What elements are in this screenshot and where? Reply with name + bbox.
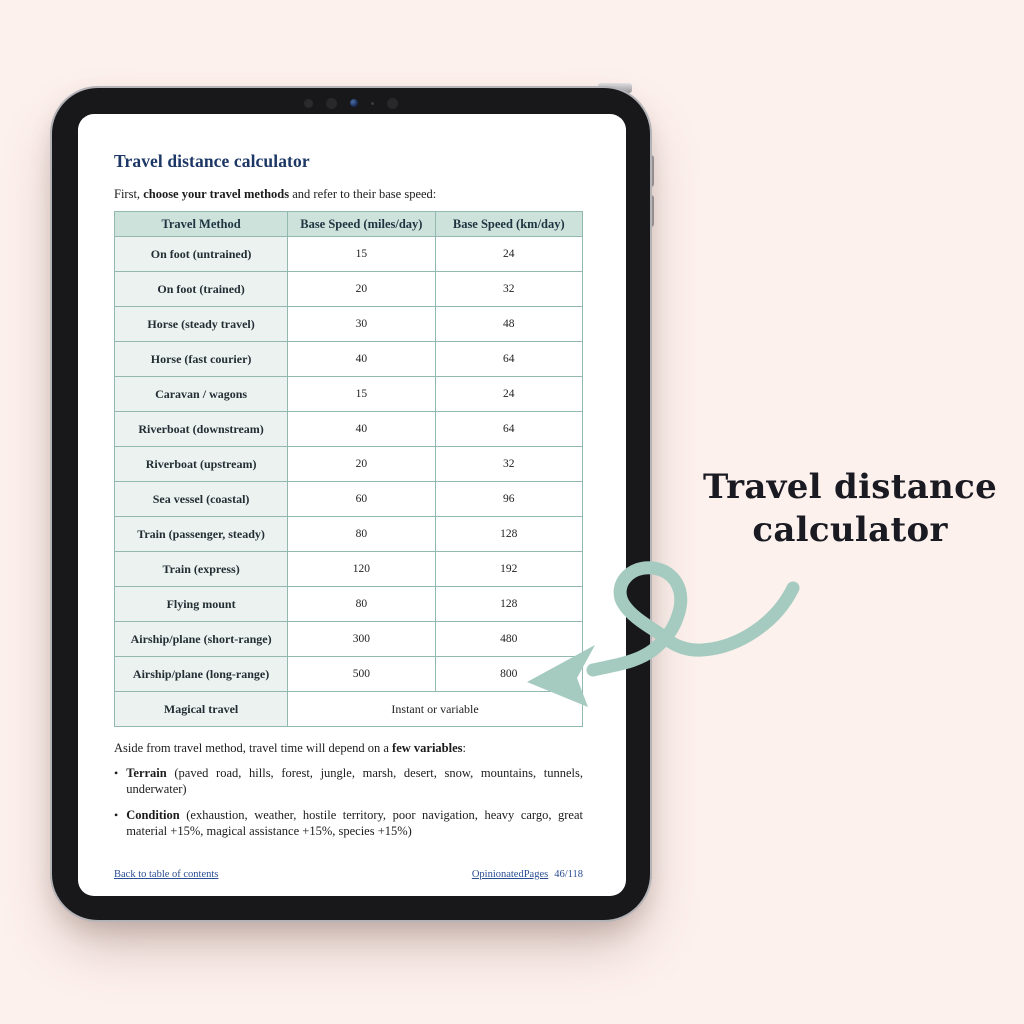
document-page <box>78 114 626 896</box>
method-cell: On foot (untrained) <box>115 237 288 272</box>
camera-sensor-icon <box>371 102 374 105</box>
table-row <box>115 272 583 307</box>
column-header-km: Base Speed (km/day) <box>435 212 582 237</box>
table-header-row <box>115 212 583 237</box>
page-title: Travel distance calculator <box>114 151 310 171</box>
km-cell: 192 <box>435 552 582 587</box>
km-cell: 48 <box>435 307 582 342</box>
km-cell: 24 <box>435 377 582 412</box>
brand-link[interactable]: OpinionatedPages <box>471 869 549 880</box>
variables-lead-text: Aside from travel method, travel time will depend on a few variables: <box>114 741 467 755</box>
intro-text: First, choose your travel methods and refer to their base speed: <box>114 187 437 201</box>
table-row <box>115 307 583 342</box>
method-cell: Airship/plane (long-range) <box>115 657 288 692</box>
table-row <box>115 517 583 552</box>
page-number: 46/118 <box>554 869 583 880</box>
miles-cell: 500 <box>288 657 435 692</box>
miles-cell: 80 <box>288 517 435 552</box>
method-cell: Riverboat (downstream) <box>115 412 288 447</box>
bullet-icon: • <box>114 766 119 780</box>
table-row <box>115 657 583 692</box>
front-camera-icon <box>304 97 398 109</box>
method-cell: Horse (fast courier) <box>115 342 288 377</box>
camera-dot-icon <box>304 99 313 108</box>
method-cell: Train (express) <box>115 552 288 587</box>
miles-cell: 40 <box>288 412 435 447</box>
table-row <box>115 342 583 377</box>
table-row <box>115 447 583 482</box>
miles-cell: 120 <box>288 552 435 587</box>
km-cell: 800 <box>435 657 582 692</box>
camera-dot-icon <box>387 98 398 109</box>
miles-cell: 15 <box>288 377 435 412</box>
method-cell: On foot (trained) <box>115 272 288 307</box>
camera-dot-icon <box>326 98 337 109</box>
miles-cell: 80 <box>288 587 435 622</box>
km-cell: 32 <box>435 447 582 482</box>
method-cell: Caravan / wagons <box>115 377 288 412</box>
camera-lens-icon <box>350 99 358 107</box>
tablet-device <box>52 88 650 920</box>
km-cell: 32 <box>435 272 582 307</box>
table-row <box>115 482 583 517</box>
miles-cell: 300 <box>288 622 435 657</box>
km-cell: 64 <box>435 342 582 377</box>
table-row <box>115 622 583 657</box>
merged-value-cell: Instant or variable <box>288 692 583 727</box>
method-cell: Magical travel <box>115 692 288 727</box>
miles-cell: 40 <box>288 342 435 377</box>
table-row-magical-travel <box>115 692 583 727</box>
tablet-screen <box>78 114 626 896</box>
column-header-miles: Base Speed (miles/day) <box>288 212 435 237</box>
miles-cell: 30 <box>288 307 435 342</box>
km-cell: 64 <box>435 412 582 447</box>
miles-cell: 20 <box>288 272 435 307</box>
km-cell: 480 <box>435 622 582 657</box>
bullet-condition: • Condition (exhaustion, weather, hostile territory, poor navigation, heavy cargo, great material +15%, magical assistance +15%, species +15%) <box>114 807 583 838</box>
method-cell: Horse (steady travel) <box>115 307 288 342</box>
miles-cell: 20 <box>288 447 435 482</box>
miles-cell: 60 <box>288 482 435 517</box>
bullet-icon: • <box>114 807 119 822</box>
back-to-contents-link[interactable]: Back to table of contents <box>114 869 219 880</box>
table-row <box>115 587 583 622</box>
bullet-terrain: • Terrain (paved road, hills, forest, jungle, marsh, desert, snow, mountains, tunnels, underwater) <box>114 766 583 797</box>
variables-list <box>114 765 583 839</box>
table-row <box>115 237 583 272</box>
table-row <box>115 552 583 587</box>
miles-cell: 15 <box>288 237 435 272</box>
km-cell: 128 <box>435 517 582 552</box>
km-cell: 128 <box>435 587 582 622</box>
page-footer <box>114 869 583 880</box>
method-cell: Airship/plane (short-range) <box>115 622 288 657</box>
table-row <box>115 412 583 447</box>
table-row <box>115 377 583 412</box>
headline <box>688 466 1012 552</box>
method-cell: Riverboat (upstream) <box>115 447 288 482</box>
headline-line-1: Travel distance <box>702 467 998 507</box>
method-cell: Flying mount <box>115 587 288 622</box>
travel-speed-table <box>114 211 583 727</box>
method-cell: Sea vessel (coastal) <box>115 482 288 517</box>
method-cell: Train (passenger, steady) <box>115 517 288 552</box>
headline-line-2: calculator <box>752 509 948 550</box>
column-header-travel-method: Travel Method <box>115 212 288 237</box>
km-cell: 24 <box>435 237 582 272</box>
km-cell: 96 <box>435 482 582 517</box>
